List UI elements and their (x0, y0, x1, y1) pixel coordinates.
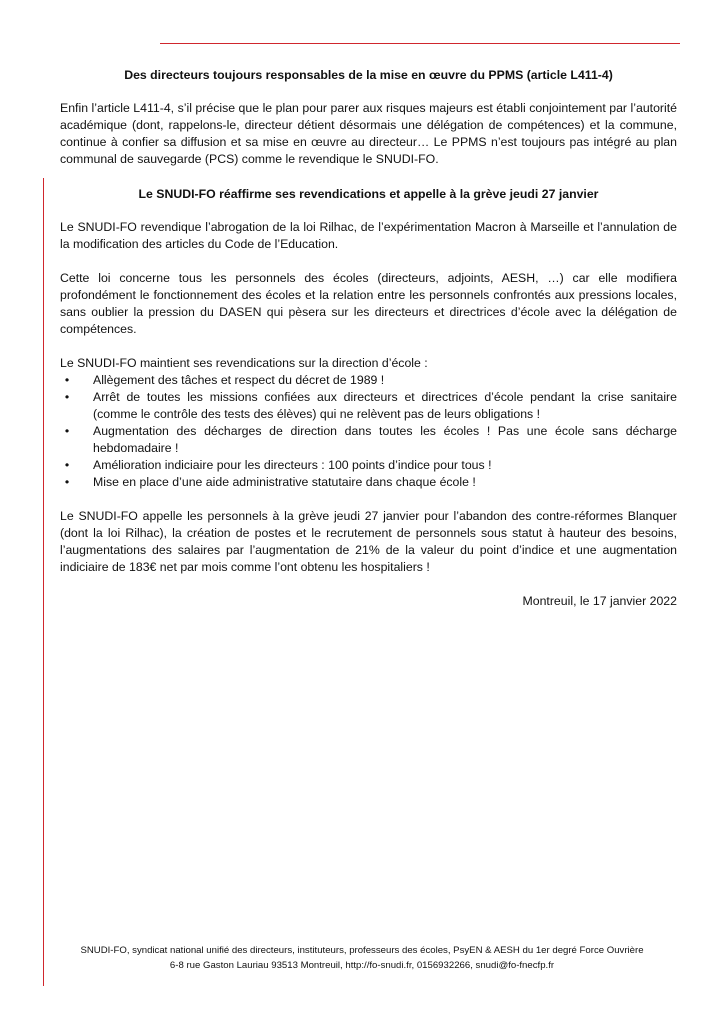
paragraph-ppms: Enfin l’article L411-4, s’il précise que le plan pour parer aux risques majeurs est établi conjointement par l’autorité académique (dont, rappelons-le, directeur détient désormais une délégation de compétences) et la commune, continue à confier sa diffusion et sa mise en œuvre au directeur… Le PPMS n’est toujours pas intégré au plan communal de sauvegarde (PCS) comme le revendique le SNUDI-FO. (60, 101, 677, 166)
demands-list (60, 372, 677, 491)
list-item-text: Augmentation des décharges de direction dans toutes les écoles ! Pas une école sans décharge hebdomadaire ! (93, 424, 677, 455)
paragraph-strike-call: Le SNUDI-FO appelle les personnels à la grève jeudi 27 janvier pour l’abandon des contre-réformes Blanquer (dont la loi Rilhac), la création de postes et le recrutement de personnels sous statut à hauteur des besoins, l’augmentations des salaires par l’augmentation de 21% de la valeur du point d’indice et une augmentation indiciaire de 183€ net par mois comme l’ont obtenu les hospitaliers ! (60, 509, 677, 574)
list-item (60, 389, 677, 423)
top-red-rule (160, 43, 680, 44)
list-item (60, 423, 677, 457)
bullet-icon: • (64, 390, 70, 404)
section-heading-ppms: Des directeurs toujours responsables de la mise en œuvre du PPMS (article L411-4) (124, 68, 613, 82)
document-body (60, 67, 677, 610)
list-item (60, 372, 677, 389)
list-item-text: Arrêt de toutes les missions confiées aux directeurs et directrices d’école pendant la crise sanitaire (comme le contrôle des tests des élèves) qui ne relèvent pas de leurs obligations ! (93, 390, 677, 421)
paragraph-abrogation: Le SNUDI-FO revendique l’abrogation de la loi Rilhac, de l’expérimentation Macron à Marseille et l’annulation de la modification des articles du Code de l’Education. (60, 220, 677, 251)
section-heading-strike: Le SNUDI-FO réaffirme ses revendications et appelle à la grève jeudi 27 janvier (138, 187, 599, 201)
bullet-icon: • (64, 373, 70, 387)
bullet-icon: • (64, 475, 70, 489)
list-item (60, 457, 677, 474)
bullet-icon: • (64, 424, 70, 438)
bullet-icon: • (64, 458, 70, 472)
left-red-rule (43, 178, 44, 986)
list-item-text: Mise en place d’une aide administrative statutaire dans chaque école ! (93, 475, 476, 489)
list-item-text: Amélioration indiciaire pour les directeurs : 100 points d’indice pour tous ! (93, 458, 492, 472)
list-intro: Le SNUDI-FO maintient ses revendications sur la direction d’école : (60, 356, 428, 370)
footer-organization: SNUDI-FO, syndicat national unifié des directeurs, instituteurs, professeurs des écoles, PsyEN & AESH du 1er degré Force Ouvrière (80, 945, 644, 956)
paragraph-law-impact: Cette loi concerne tous les personnels des écoles (directeurs, adjoints, AESH, …) car elle modifiera profondément le fonctionnement des écoles et la relation entre les personnels confrontés aux pressions locales, sans oublier la pression du DASEN qui pèsera sur les directeurs et directrices d’école avec la délégation de compétences. (60, 271, 677, 336)
list-item (60, 474, 677, 491)
place-date-signature: Montreuil, le 17 janvier 2022 (522, 594, 677, 608)
list-item-text: Allègement des tâches et respect du décret de 1989 ! (93, 373, 385, 387)
page-footer (0, 943, 724, 973)
footer-contact: 6-8 rue Gaston Lauriau 93513 Montreuil, http://fo-snudi.fr, 0156932266, snudi@fo-fnecfp.fr (169, 960, 555, 971)
